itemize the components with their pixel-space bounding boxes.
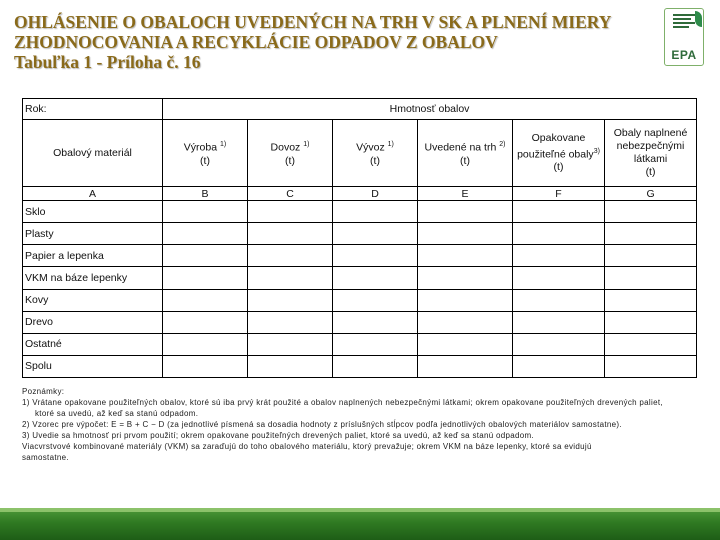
data-cell[interactable] [418, 223, 513, 245]
document-icon [673, 14, 695, 30]
note-2: 2) Vzorec pre výpočet: E = B + C − D (za jednotlivé písmená sa dosadia hodnoty z príslušných stĺpcov podľa jednotlivých obalových materiálov samostatne). [22, 420, 622, 429]
column-header-reusable: Opakovane použiteľné obaly$^{3)}$ (t) [513, 120, 605, 187]
row-label-drevo: Drevo [23, 311, 163, 333]
column-header-export: Vývoz $^{1)}$ (t) [333, 120, 418, 187]
leaf-icon [695, 11, 702, 27]
table-row [23, 333, 697, 355]
table-row [23, 311, 697, 333]
data-cell[interactable] [513, 267, 605, 289]
data-cell[interactable] [605, 311, 697, 333]
note-4: Viacvrstvové kombinované materiály (VKM) sa zaraďujú do toho obalového materiálu, ktorý prevažuje; okrem VKM na báze lepenky, ktoré sa evidujú [22, 442, 592, 451]
column-header-import: Dovoz $^{1)}$ (t) [248, 120, 333, 187]
year-label: Rok: [23, 99, 163, 120]
data-cell[interactable] [333, 245, 418, 267]
material-header: Obalový materiál [23, 120, 163, 187]
table-row [23, 245, 697, 267]
data-cell[interactable] [605, 333, 697, 355]
data-cell[interactable] [605, 201, 697, 223]
data-cell[interactable] [333, 267, 418, 289]
data-cell[interactable] [418, 267, 513, 289]
letter-cell: B [163, 187, 248, 201]
row-label-plasty: Plasty [23, 223, 163, 245]
data-cell[interactable] [248, 201, 333, 223]
data-cell[interactable] [418, 355, 513, 377]
data-cell[interactable] [605, 245, 697, 267]
title-line-2: ZHODNOCOVANIA A RECYKLÁCIE ODPADOV Z OBALOV [14, 32, 498, 52]
data-cell[interactable] [513, 201, 605, 223]
row-label-papier: Papier a lepenka [23, 245, 163, 267]
data-cell[interactable] [163, 355, 248, 377]
data-cell[interactable] [333, 289, 418, 311]
data-cell[interactable] [248, 311, 333, 333]
data-cell[interactable] [513, 333, 605, 355]
note-1: 1) Vrátane opakovane použiteľných obalov, ktoré sú iba prvý krát použité a obalov naplnených nebezpečnými látkami; okrem opakovane použiteľných drevených paliet, [22, 398, 663, 407]
data-cell[interactable] [248, 333, 333, 355]
data-cell[interactable] [248, 289, 333, 311]
letter-cell: E [418, 187, 513, 201]
data-cell[interactable] [248, 355, 333, 377]
note-1-cont: ktoré sa uvedú, až keď sa stanú odpadom. [35, 409, 199, 418]
table-row [23, 355, 697, 377]
data-cell[interactable] [418, 311, 513, 333]
data-cell[interactable] [418, 289, 513, 311]
note-4-cont: samostatne. [22, 453, 69, 462]
notes [22, 386, 698, 463]
data-cell[interactable] [418, 245, 513, 267]
data-cell[interactable] [513, 245, 605, 267]
row-label-kovy: Kovy [23, 289, 163, 311]
letter-cell: C [248, 187, 333, 201]
data-cell[interactable] [333, 333, 418, 355]
letter-cell: G [605, 187, 697, 201]
row-label-ostatne: Ostatné [23, 333, 163, 355]
data-cell[interactable] [163, 201, 248, 223]
note-3: 3) Uvedie sa hmotnosť pri prvom použití; okrem opakovane použiteľných drevených paliet, ktoré sa uvedú, až keď sa stanú odpadom. [22, 431, 535, 440]
data-cell[interactable] [163, 333, 248, 355]
group-header: Hmotnosť obalov [163, 99, 697, 120]
data-cell[interactable] [333, 223, 418, 245]
data-cell[interactable] [605, 355, 697, 377]
footer-bar [0, 508, 720, 540]
letter-cell: D [333, 187, 418, 201]
table-row [23, 289, 697, 311]
letter-cell: F [513, 187, 605, 201]
column-header-hazardous: Obaly naplnené nebezpečnými látkami (t) [605, 120, 697, 187]
data-cell[interactable] [163, 289, 248, 311]
data-cell[interactable] [248, 267, 333, 289]
data-cell[interactable] [418, 333, 513, 355]
table-header-row-1 [23, 99, 697, 120]
title-line-1: OHLÁSENIE O OBALOCH UVEDENÝCH NA TRH V SK A PLNENÍ MIERY [14, 12, 612, 32]
data-cell[interactable] [513, 355, 605, 377]
letter-cell: A [23, 187, 163, 201]
data-cell[interactable] [163, 311, 248, 333]
data-cell[interactable] [333, 311, 418, 333]
row-label-vkm: VKM na báze lepenky [23, 267, 163, 289]
data-cell[interactable] [248, 223, 333, 245]
data-cell[interactable] [513, 311, 605, 333]
table-row [23, 267, 697, 289]
data-cell[interactable] [163, 223, 248, 245]
page-title [14, 12, 654, 72]
data-cell[interactable] [333, 201, 418, 223]
data-cell[interactable] [513, 289, 605, 311]
data-cell[interactable] [605, 289, 697, 311]
row-label-sklo: Sklo [23, 201, 163, 223]
data-cell[interactable] [513, 223, 605, 245]
epa-logo [664, 8, 704, 66]
column-header-market: Uvedené na trh $^{2)}$ (t) [418, 120, 513, 187]
data-cell[interactable] [163, 267, 248, 289]
packaging-table [22, 98, 697, 378]
data-cell[interactable] [418, 201, 513, 223]
table-row [23, 223, 697, 245]
column-header-production: Výroba $^{1)}$ (t) [163, 120, 248, 187]
row-label-spolu: Spolu [23, 355, 163, 377]
title-line-3: Tabuľka 1 - Príloha č. 16 [14, 52, 201, 72]
table-header-row-2 [23, 120, 697, 187]
data-cell[interactable] [163, 245, 248, 267]
letter-row [23, 187, 697, 201]
data-cell[interactable] [605, 267, 697, 289]
data-cell[interactable] [333, 355, 418, 377]
logo-text: EPA [671, 48, 697, 62]
data-cell[interactable] [248, 245, 333, 267]
table-row [23, 201, 697, 223]
data-cell[interactable] [605, 223, 697, 245]
notes-heading: Poznámky: [22, 387, 65, 396]
